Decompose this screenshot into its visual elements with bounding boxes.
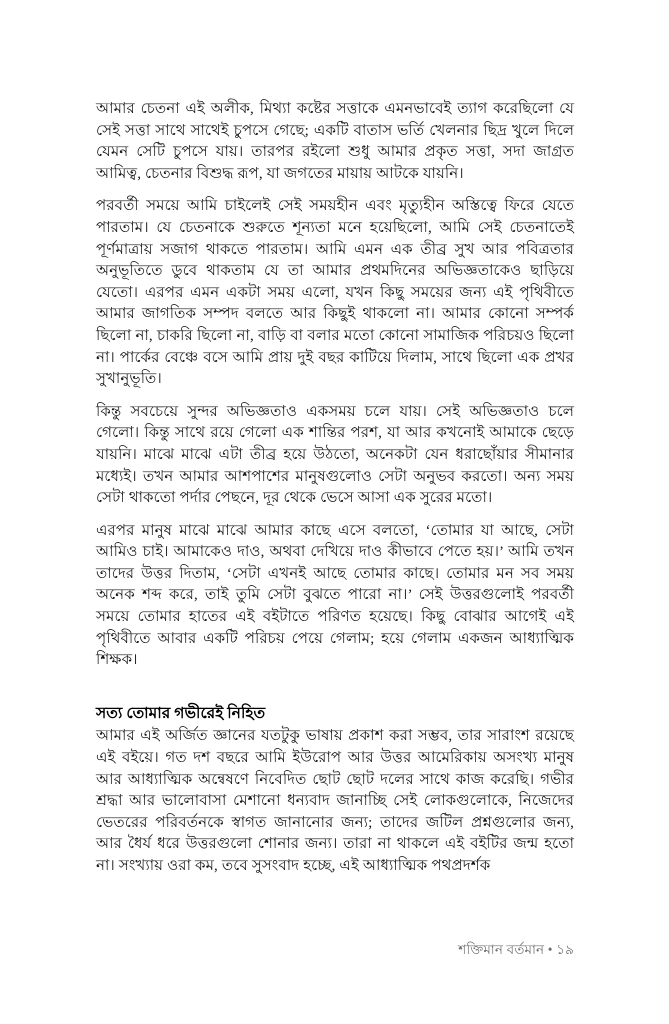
- paragraph-4: এরপর মানুষ মাঝে মাঝে আমার কাছে এসে বলতো, ‘তোমার যা আছে, সেটা আমিও চাই। আমাকেও দাও, অথবা দেখিয়ে দাও কীভাবে পেতে হয়।’ আমি তখন তাদের উত্তর দিতাম, ‘সেটা এখনই আছে তোমার কাছে। তোমার মন সব সময় অনেক শব্দ করে, তাই তুমি সেটা বুঝতে পারো না।’ সেই উত্তরগুলোই পরবর্তী সময়ে তোমার হাতের এই বইটাতে পরিণত হয়েছে। কিছু বোঝার আগেই এই পৃথিবীতে আবার একটি পরিচয় পেয়ে গেলাম; হয়ে গেলাম একজন আধ্যাত্মিক শিক্ষক।: [96, 522, 574, 669]
- paragraph-3: কিন্তু সবচেয়ে সুন্দর অভিজ্ঞতাও একসময় চলে যায়। সেই অভিজ্ঞতাও চলে গেলো। কিন্তু সাথে রয়ে গেলো এক শান্তির পরশ, যা আর কখনোই আমাকে ছেড়ে যায়নি। মাঝে মাঝে এটা তীব্র হয়ে উঠতো, অনেকটা যেন ধরাছোঁয়ার সীমানার মধ্যেই। তখন আমার আশপাশের মানুষগুলোও সেটা অনুভব করতো। অন্য সময় সেটা থাকতো পর্দার পেছনে, দূর থেকে ভেসে আসা এক সুরের মতো।: [96, 403, 574, 507]
- text-column: [96, 99, 574, 878]
- footer-text: শক্তিমান বর্তমান • ১৯: [458, 942, 574, 957]
- paragraph-2: পরবর্তী সময়ে আমি চাইলেই সেই সময়হীন এবং মৃত্যুহীন অস্তিত্বে ফিরে যেতে পারতাম। যে চেতনাকে শুরুতে শূন্যতা মনে হয়েছিলো, আমি সেই চেতনাতেই পূর্ণমাত্রায় সজাগ থাকতে পারতাম। আমি এমন এক তীব্র সুখ আর পবিত্রতার অনুভূতিতে ডুবে থাকতাম যে তা আমার প্রথমদিনের অভিজ্ঞতাকেও ছাড়িয়ে যেতো। এরপর এমন একটা সময় এলো, যখন কিছু সময়ের জন্য এই পৃথিবীতে আমার জাগতিক সম্পদ বলতে আর কিছুই থাকলো না। আমার কোনো সম্পর্ক ছিলো না, চাকরি ছিলো না, বাড়ি বা বলার মতো কোনো সামাজিক পরিচয়ও ছিলো না। পার্কের বেঞ্চে বসে আমি প্রায় দুই বছর কাটিয়ে দিলাম, সাথে ছিলো এক প্রখর সুখানুভূতি।: [96, 198, 574, 388]
- paragraph-1: আমার চেতনা এই অলীক, মিথ্যা কষ্টের সত্তাকে এমনভাবেই ত্যাগ করেছিলো যে সেই সত্তা সাথে সাথেই চুপসে গেছে; একটি বাতাস ভর্তি খেলনার ছিদ্র খুলে দিলে যেমন সেটি চুপসে যায়। তারপর রইলো শুধু আমার প্রকৃত সত্তা, সদা জাগ্রত আমিত্ব, চেতনার বিশুদ্ধ রূপ, যা জগতের মায়ায় আটকে যায়নি।: [96, 101, 574, 182]
- paragraph-5: আমার এই অর্জিত জ্ঞানের যতটুকু ভাষায় প্রকাশ করা সম্ভব, তার সারাংশ রয়েছে এই বইয়ে। গত দশ বছরে আমি ইউরোপ আর উত্তর আমেরিকায় অসংখ্য মানুষ আর আধ্যাত্মিক অন্বেষণে নিবেদিত ছোট ছোট দলের সাথে কাজ করেছি। গভীর শ্রদ্ধা আর ভালোবাসা মেশানো ধন্যবাদ জানাচ্ছি সেই লোকগুলোকে, নিজেদের ভেতরের পরিবর্তনকে স্বাগত জানানোর জন্য; তাদের জটিল প্রশ্নগুলোর জন্য, আর ধৈর্য ধরে উত্তরগুলো শোনার জন্য। তারা না থাকলে এই বইটির জন্ম হতো না। সংখ্যায় ওরা কম, তবে সুসংবাদ হচ্ছে, এই আধ্যাত্মিক পথপ্রদর্শক: [96, 728, 574, 874]
- section-heading: সত্য তোমার গভীরেই নিহিত: [96, 704, 266, 722]
- page-footer: [96, 941, 574, 959]
